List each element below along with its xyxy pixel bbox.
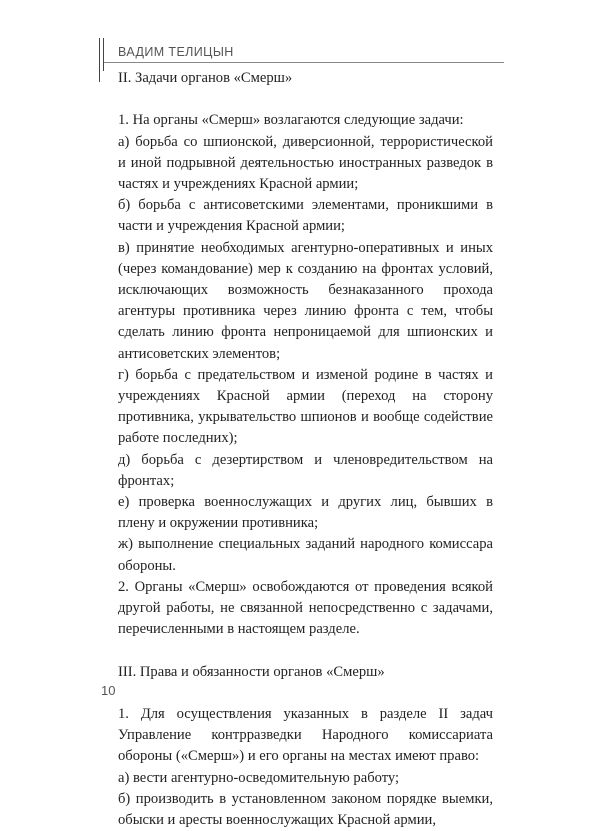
paragraph: г) борьба с предательством и изменой родине в частях и учреждениях Красной армии (переход на сторону противника, укрывательство шпионов и вообще содействие работе последних); [118, 366, 493, 447]
page-body [118, 68, 493, 831]
spacer [118, 89, 493, 110]
running-header: ВАДИМ ТЕЛИЦЫН [118, 45, 234, 59]
header-vertical-rule-inner [103, 38, 104, 71]
paragraph: 2. Органы «Смерш» освобождаются от проведения всякой другой работы, не связанной непосредственно с задачами, перечисленными в настоящем разделе. [118, 578, 493, 638]
paragraph: 1. Для осуществления указанных в разделе II задач Управление контрразведки Народного комиссариата обороны («Смерш») и его органы на местах имеют право: [118, 706, 493, 765]
paragraph: д) борьба с дезертирством и членовредительством на фронтах; [118, 451, 493, 489]
paragraph: б) производить в установленном законом порядке выемки, обыски и аресты военнослужащих Красной армии, [118, 790, 493, 829]
spacer [118, 683, 493, 704]
paragraph: б) борьба с антисоветскими элементами, проникшими в части и учреждения Красной армии; [118, 197, 493, 235]
paragraph: а) борьба со шпионской, диверсионной, террористической и иной подрывной деятельностью иностранных разведок в частях и учреждениях Красной армии; [118, 133, 493, 192]
page-number: 10 [101, 683, 116, 698]
paragraph: 1. На органы «Смерш» возлагаются следующие задачи: [118, 112, 464, 129]
paragraph: а) вести агентурно-осведомительную работу; [118, 769, 400, 786]
paragraph: ж) выполнение специальных заданий народного комиссара обороны. [118, 536, 493, 574]
header-horizontal-rule [104, 62, 504, 63]
paragraph: е) проверка военнослужащих и других лиц, бывших в плену и окружении противника; [118, 494, 493, 532]
spacer [118, 640, 493, 661]
section-heading-2: II. Задачи органов «Смерш» [118, 70, 293, 86]
header-vertical-rule [99, 38, 100, 82]
paragraph: в) принятие необходимых агентурно-оперативных и иных (через командование) мер к созданию на фронтах условий, исключающих возможность безнаказанного прохода агентуры противника через линию фронта с тем, чтобы сделать линию фронта непроницаемой для шпионских и антисоветских элементов; [118, 239, 493, 362]
section-heading-3: III. Права и обязанности органов «Смерш» [118, 663, 385, 680]
